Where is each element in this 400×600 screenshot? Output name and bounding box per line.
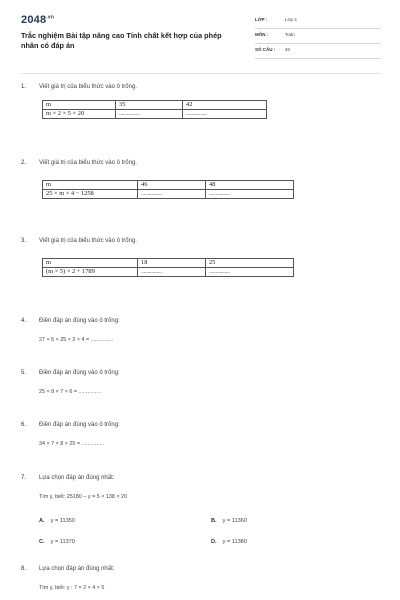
- table-cell: (m × 5) × 2 + 1789: [43, 268, 138, 277]
- table-cell: 18: [138, 259, 206, 268]
- option-b[interactable]: [211, 518, 247, 524]
- meta-info: [255, 14, 381, 59]
- answer-blank[interactable]: ................: [183, 110, 267, 119]
- question-number: 4.: [21, 318, 27, 324]
- answer-blank[interactable]: ................: [116, 110, 183, 119]
- option-c[interactable]: [39, 539, 75, 545]
- table-cell: 25 × m × 4 − 1258: [43, 190, 138, 199]
- meta-class: [255, 14, 381, 29]
- meta-subject: [255, 29, 381, 44]
- option-a[interactable]: [39, 518, 75, 524]
- count-value: 40: [285, 47, 291, 52]
- header: [21, 14, 381, 64]
- question-text: Viết giá trị của biểu thức vào ô trống.: [39, 160, 137, 166]
- table-row: [43, 259, 294, 268]
- table-cell: m: [43, 259, 138, 268]
- value-table: [42, 258, 294, 277]
- option-value: y = 11370: [50, 539, 75, 545]
- logo-text: 2048: [21, 14, 47, 26]
- class-label: LỚP :: [255, 17, 268, 22]
- expression[interactable]: 25 × 8 × 7 × 6 = ...............: [39, 389, 102, 395]
- answer-blank[interactable]: ................: [206, 190, 294, 199]
- table-cell: m × 2 × 5 × 20: [43, 110, 116, 119]
- question-text: Điền đáp án đúng vào ô trống:: [39, 422, 120, 428]
- question-text: Viết giá trị của biểu thức vào ô trống.: [39, 238, 137, 244]
- question-number: 2.: [21, 160, 27, 166]
- option-value: y = 11350: [50, 518, 75, 524]
- question-text: Viết giá trị của biểu thức vào ô trống.: [39, 84, 137, 90]
- table-cell: 42: [183, 101, 267, 110]
- question-number: 1.: [21, 84, 27, 90]
- table-cell: 48: [206, 181, 294, 190]
- answer-blank[interactable]: ................: [206, 268, 294, 277]
- table-cell: 46: [138, 181, 206, 190]
- meta-count: [255, 44, 381, 59]
- header-divider: [21, 73, 381, 74]
- option-d[interactable]: [211, 539, 247, 545]
- subject-value: Toán: [285, 32, 295, 37]
- question-text: Điền đáp án đúng vào ô trống:: [39, 370, 120, 376]
- table-row: [43, 190, 294, 199]
- option-label: B.: [211, 518, 217, 524]
- option-value: y = 11360: [222, 518, 247, 524]
- expression[interactable]: 34 × 7 × 8 × 25 = ...............: [39, 441, 105, 447]
- table-row: [43, 181, 294, 190]
- count-label: SỐ CÂU :: [255, 47, 276, 52]
- answer-blank[interactable]: ................: [138, 268, 206, 277]
- subject-label: MÔN :: [255, 32, 269, 37]
- question-number: 5.: [21, 370, 27, 376]
- question-number: 7.: [21, 475, 27, 481]
- question-number: 3.: [21, 238, 27, 244]
- expression: Tìm y, biết: 25180 − y = 5 × 138 × 20: [39, 494, 128, 500]
- question-number: 8.: [21, 566, 27, 572]
- value-table: [42, 100, 267, 119]
- table-cell: m: [43, 101, 116, 110]
- option-value: y = 11380: [222, 539, 247, 545]
- question-text: Lựa chọn đáp án đúng nhất:: [39, 475, 115, 481]
- table-cell: m: [43, 181, 138, 190]
- class-value: Lớp 4: [285, 17, 297, 22]
- option-label: C.: [39, 539, 45, 545]
- logo: [21, 14, 54, 26]
- table-row: [43, 110, 267, 119]
- table-row: [43, 268, 294, 277]
- table-cell: 25: [206, 259, 294, 268]
- option-label: A.: [39, 518, 45, 524]
- expression: Tìm y, biết: y : 7 = 2 × 4 × 5: [39, 585, 105, 591]
- table-row: [43, 101, 267, 110]
- value-table: [42, 180, 294, 199]
- question-text: Lựa chọn đáp án đúng nhất:: [39, 566, 115, 572]
- expression[interactable]: 27 × 5 × 25 × 2 × 4 = ...............: [39, 337, 114, 343]
- document-title: Trắc nghiệm Bài tập nâng cao Tính chất kết hợp của phép nhân có đáp án: [21, 31, 222, 50]
- table-cell: 35: [116, 101, 183, 110]
- question-number: 6.: [21, 422, 27, 428]
- answer-blank[interactable]: ................: [138, 190, 206, 199]
- logo-suffix: .vn: [46, 14, 55, 21]
- option-label: D.: [211, 539, 217, 545]
- question-text: Điền đáp án đúng vào ô trống:: [39, 318, 120, 324]
